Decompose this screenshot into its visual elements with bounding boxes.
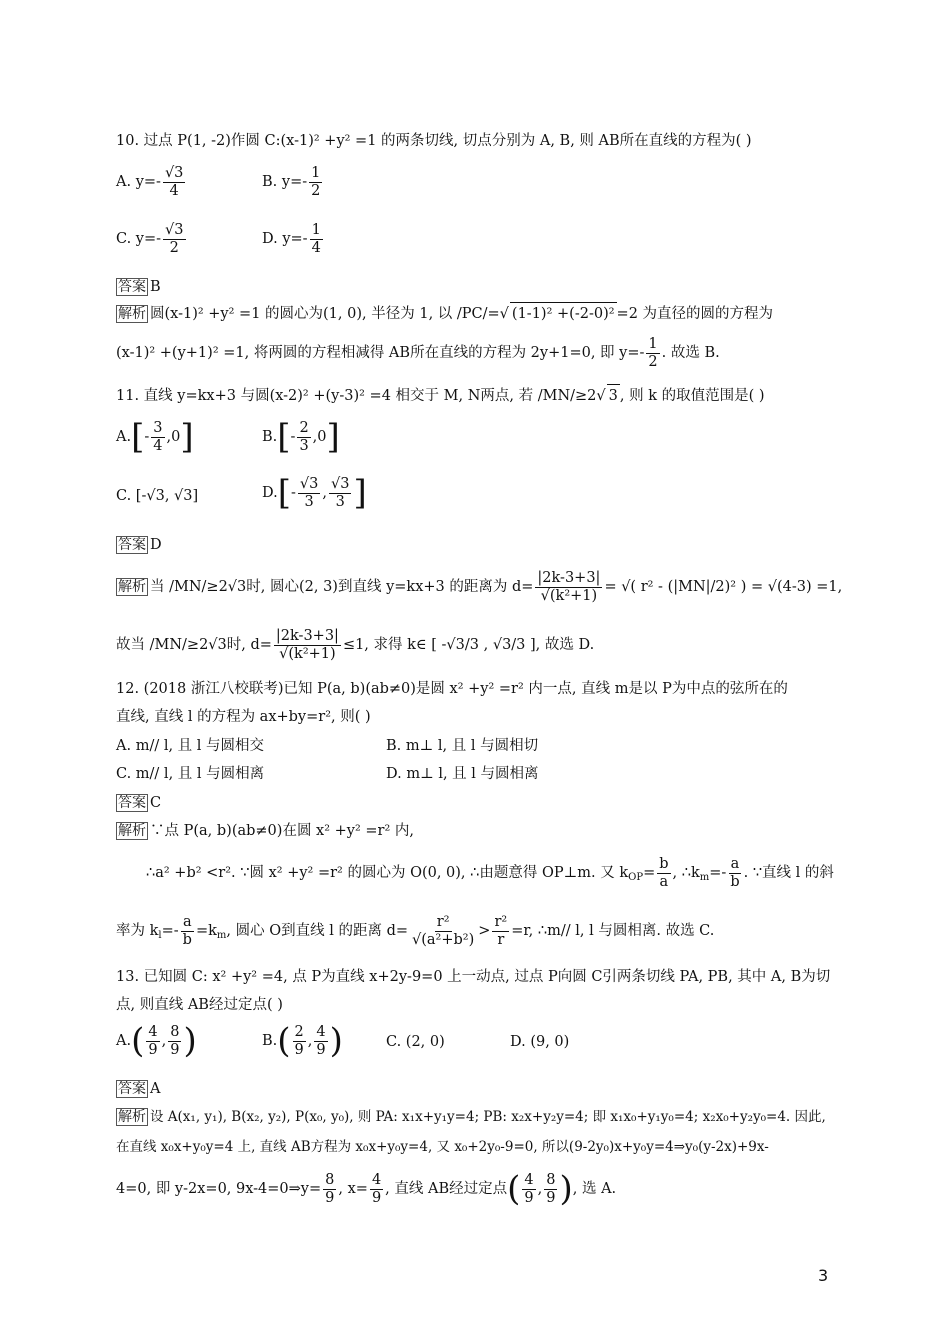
analysis-tag: 解析 bbox=[118, 823, 146, 839]
q10-stem-a: 10. 过点 bbox=[116, 133, 178, 149]
analysis-tag: 解析 bbox=[118, 306, 146, 322]
q10-option-c: C. y=- $\frac{√3}{2}$ bbox=[116, 222, 184, 256]
q11-option-b: B.[- $\frac{2}{3}$ ,0] bbox=[262, 417, 340, 458]
q13-analysis-line2: 在直线 x₀x+y₀y=4 上, 直线 AB方程为 x₀x+y₀y=4, 又 x₀+2y₀-9=0, 所以(9-2y₀)x+y₀y=4⇒y₀(y-2x)+9x- bbox=[116, 1139, 769, 1155]
q13-stem-line1: 13. 已知圆 C: x² +y² =4, 点 P为直线 x+2y-9=0 上一动点, 过点 P向圆 C引两条切线 PA, PB, 其中 A, B为切 bbox=[116, 969, 831, 985]
q13-option-b: B.( $\frac{2}{9}$ , $\frac{4}{9}$ ) bbox=[262, 1021, 343, 1062]
q11-answer: 答案 D bbox=[118, 537, 162, 553]
q10-answer: 答案 B bbox=[118, 279, 161, 295]
q12-answer: 答案 C bbox=[118, 795, 162, 811]
q12-stem-line1: 12. (2018 浙江八校联考)已知 P(a, b)(ab≠0)是圆 x² +y² =r² 内一点, 直线 m是以 P为中点的弦所在的 bbox=[116, 681, 788, 697]
q10-analysis-line1: 解析 圆(x-1)² +y² =1 的圆心为(1, 0), 半径为 1, 以 /PC/=√ (1-1)² +(-2-0)² =2 为直径的圆的方程为 bbox=[116, 302, 773, 325]
q10-option-a: A. y=- $\frac{√3}{4}$ bbox=[116, 165, 184, 199]
q13-option-a: A.( $\frac{4}{9}$ , $\frac{8}{9}$ ) bbox=[116, 1021, 197, 1062]
q12-analysis-line1: 解析 ∵点 P(a, b)(ab≠0)在圆 x² +y² =r² 内, bbox=[118, 823, 415, 839]
answer-tag: 答案 bbox=[118, 795, 146, 811]
q12-option-d: D. m⊥ l, 且 l 与圆相离 bbox=[386, 766, 539, 782]
q12-analysis-line3: 率为 $k_l=-$ $\frac{a}{b}$ $=k_m$, 圆心 O到直线 l 的距离 d= $\frac{\text{r²}}{\text{√(a²+b²)}}$ > $\frac{\text{r²}}{r}$ =r, ∴m// l, l 与圆相离. 故选 C. bbox=[116, 914, 715, 948]
analysis-tag: 解析 bbox=[118, 1109, 146, 1125]
q13-option-c: C. (2, 0) bbox=[386, 1034, 445, 1050]
q10-stem-b: P(1, -2)作圆 C:(x-1)² +y² =1 的两条切线, 切点分别为 A, B, 则 AB所在直线的方程为( ) bbox=[177, 133, 752, 149]
q13-option-d: D. (9, 0) bbox=[510, 1034, 570, 1050]
q12-option-c: C. m// l, 且 l 与圆相离 bbox=[116, 766, 265, 782]
q12-option-a: A. m// l, 且 l 与圆相交 bbox=[116, 738, 265, 754]
q13-analysis-line3: 4=0, 即 y-2x=0, 9x-4=0⇒y= $\frac{8}{9}$ , x= $\frac{4}{9}$ , 直线 AB经过定点( $\frac{4}{9}$ , $\frac{8}{9}$ ), 选 A. bbox=[116, 1169, 617, 1210]
q10-option-d: D. y=- $\frac{1}{4}$ bbox=[262, 222, 321, 256]
answer-tag: 答案 bbox=[118, 1081, 146, 1097]
page-number: 3 bbox=[818, 1266, 829, 1285]
q11-option-c: C. [-√3, √3] bbox=[116, 488, 199, 504]
answer-tag: 答案 bbox=[118, 279, 146, 295]
q11-analysis-line1: 解析 当 /MN/≥2√3时, 圆心(2, 3)到直线 y=kx+3 的距离为 d= $\frac{|2k-3+3|}{\text{√(k²+1)}}$ = √( r² - (|MN|/2)² ) = √(4-3) =1, bbox=[118, 570, 843, 604]
q11-option-d: D.[- $\frac{√3}{3}$ , $\frac{√3}{3}$ ] bbox=[262, 473, 367, 514]
q12-stem-line2: 直线, 直线 l 的方程为 ax+by=r², 则( ) bbox=[116, 709, 371, 725]
q11-option-a: A.[- $\frac{3}{4}$ ,0] bbox=[116, 417, 194, 458]
answer-tag: 答案 bbox=[118, 537, 146, 553]
q11-stem: 11. 直线 y=kx+3 与圆(x-2)² +(y-3)² =4 相交于 M, N两点, 若 /MN/≥2√ 3 , 则 k 的取值范围是( ) bbox=[116, 384, 765, 407]
q10-stem bbox=[116, 130, 752, 152]
q10-analysis-line2: (x-1)² +(y+1)² =1, 将两圆的方程相减得 AB所在直线的方程为 2y+1=0, 即 y=- $\frac{1}{2}$ . 故选 B. bbox=[116, 336, 720, 370]
q10-option-b: B. y=- $\frac{1}{2}$ bbox=[262, 165, 321, 199]
q13-answer: 答案 A bbox=[118, 1081, 161, 1097]
q13-analysis-line1: 解析 设 A(x₁, y₁), B(x₂, y₂), P(x₀, y₀), 则 PA: x₁x+y₁y=4; PB: x₂x+y₂y=4; 即 x₁x₀+y₁y₀=4; x₂x₀+y₂y₀=4. 因此, bbox=[118, 1109, 826, 1125]
analysis-tag: 解析 bbox=[118, 579, 146, 596]
q12-option-b: B. m⊥ l, 且 l 与圆相切 bbox=[386, 738, 539, 754]
q12-analysis-line2: ∴a² +b² <r². ∵圆 x² +y² =r² 的圆心为 O(0, 0), ∴由题意得 OP⊥m. 又 $k_{OP}=$ $\frac{b}{a}$ , $\therefore k_m=-$ $\frac{a}{b}$ . ∵直线 l 的斜 bbox=[146, 856, 834, 890]
q13-stem-line2: 点, 则直线 AB经过定点( ) bbox=[116, 997, 283, 1013]
q11-analysis-line2: 故当 /MN/≥2√3时, d= $\frac{|2k-3+3|}{\text{√(k²+1)}}$ ≤1, 求得 k∈ [ -√3/3 , √3/3 ], 故选 D. bbox=[116, 628, 595, 662]
